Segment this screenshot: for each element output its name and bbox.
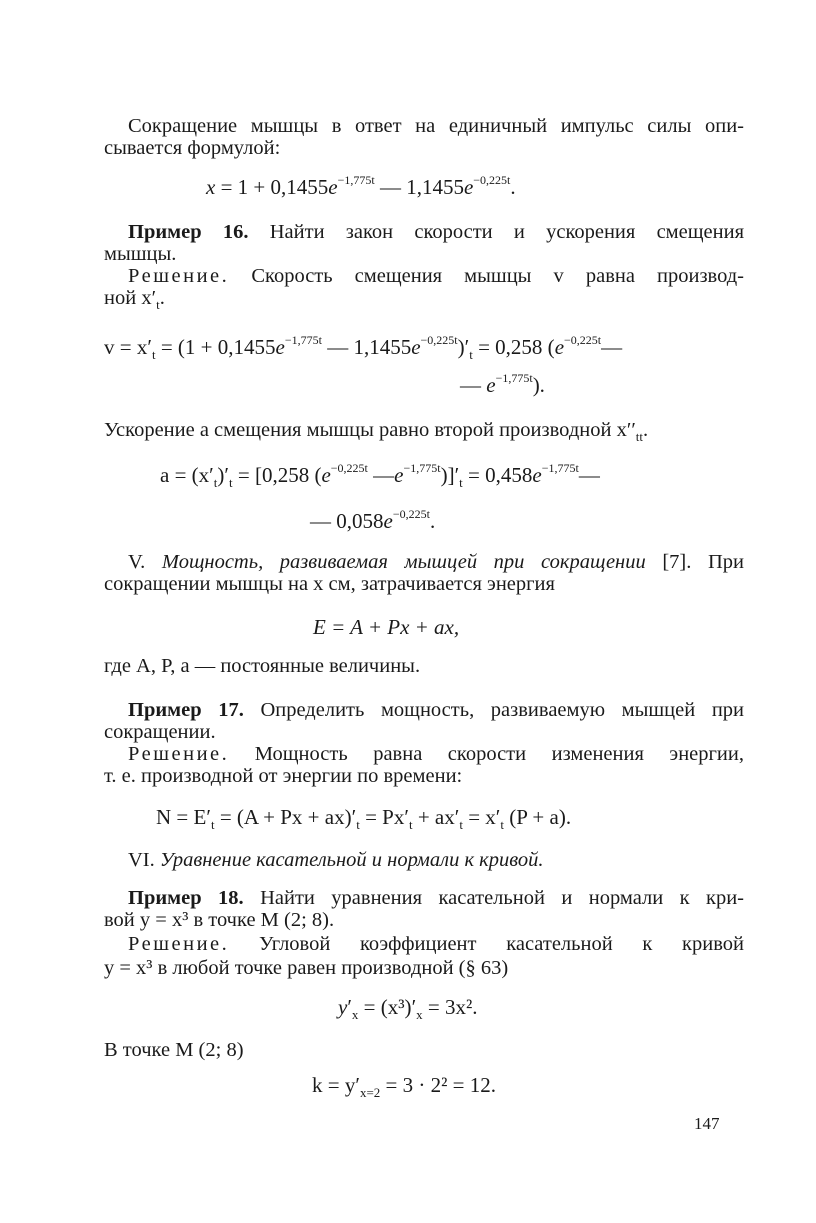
formula-acceleration-continued: — $0,058e^{-0,225t}$.	[310, 507, 436, 533]
section-title: Уравнение касательной и нормали к кривой.	[159, 849, 544, 871]
solution-label: Решение.	[128, 265, 230, 287]
section-heading-v: V. Мощность, развиваемая мышцей при сокращении [7]. При	[128, 551, 744, 573]
example-18-line: Пример 18. Найти уравнения касательной и нормали к кри-	[128, 887, 745, 909]
paragraph-line: Ускорение a смещения мышцы равно второй производной $x''_{tt}$.	[104, 419, 649, 444]
paragraph-line: вой y = x³ в точке M (2; 8).	[104, 909, 335, 931]
section-title: Мощность, развиваемая мышцей при сокращении	[161, 551, 646, 573]
formula-energy: E = A + Px + ax,	[313, 615, 460, 639]
paragraph-line: y = x³ в любой точке равен производной (§ 63)	[104, 957, 509, 979]
example-label: Пример 16.	[128, 221, 249, 243]
solution-label: Решение.	[128, 933, 230, 955]
example-label: Пример 17.	[128, 699, 244, 721]
formula-derivative: $y'_x = (x^3)'_x = 3x^2$.	[338, 995, 478, 1022]
solution-line: Решение. Скорость смещения мышцы v равна производ-	[128, 265, 745, 287]
paragraph-line: ной $x'_t$.	[104, 287, 165, 312]
example-16-line: Пример 16. Найти закон скорости и ускорения смещения	[128, 221, 744, 243]
example-17-line: Пример 17. Определить мощность, развиваемую мышцей при	[128, 699, 745, 721]
paragraph-line: т. е. производной от энергии по времени:	[104, 765, 463, 787]
section-heading-vi	[128, 848, 744, 872]
paragraph-line: В точке M (2; 8)	[104, 1039, 244, 1061]
formula-power: $N = E'_t = (A + Px + ax)'_t = Px'_t + ax'_t = x'_t$ (P + a).	[156, 805, 572, 832]
section-number: VI.	[128, 849, 155, 871]
example-label: Пример 18.	[128, 887, 244, 909]
paragraph-line: где A, P, a — постоянные величины.	[104, 655, 421, 677]
formula-slope: $k = y'_{x=2} = 3 \cdot 2^2 = 12$.	[312, 1073, 497, 1100]
formula-acceleration: $a = (x'_t)'_t = [0,258$ ($e^{-0,225t}$ $—e^{-1,775t})]'_t$ = $0,458e^{-1,775t}—$	[160, 461, 600, 490]
solution-line: Решение. Мощность равна скорости изменения энергии,	[128, 743, 744, 765]
solution-label: Решение.	[128, 743, 230, 765]
paragraph-line: мышцы.	[104, 243, 177, 265]
paragraph-line: сокращении.	[104, 721, 216, 743]
formula-muscle-contraction: $x = 1 + 0,1455e^{-1,775t}$ — $1,1455e^{-0,225t}$.	[206, 173, 516, 199]
page-number: 147	[694, 1114, 720, 1133]
section-number: V.	[128, 551, 146, 573]
formula-velocity: $v = x'_t = (1 + 0,1455e^{-1,775t}$ — $1,1455e^{-0,225t})'_t = 0,258$ ($e^{-0,225t}—$	[104, 333, 623, 362]
paragraph-line: сокращении мышцы на x см, затрачивается энергия	[104, 573, 555, 595]
formula-velocity-continued: — $e^{-1,775t}$).	[460, 371, 545, 397]
paragraph-line: сывается формулой:	[104, 137, 281, 159]
paragraph-line: Сокращение мышцы в ответ на единичный импульс силы опи-	[128, 115, 744, 137]
solution-line: Решение. Угловой коэффициент касательной к кривой	[128, 933, 744, 955]
